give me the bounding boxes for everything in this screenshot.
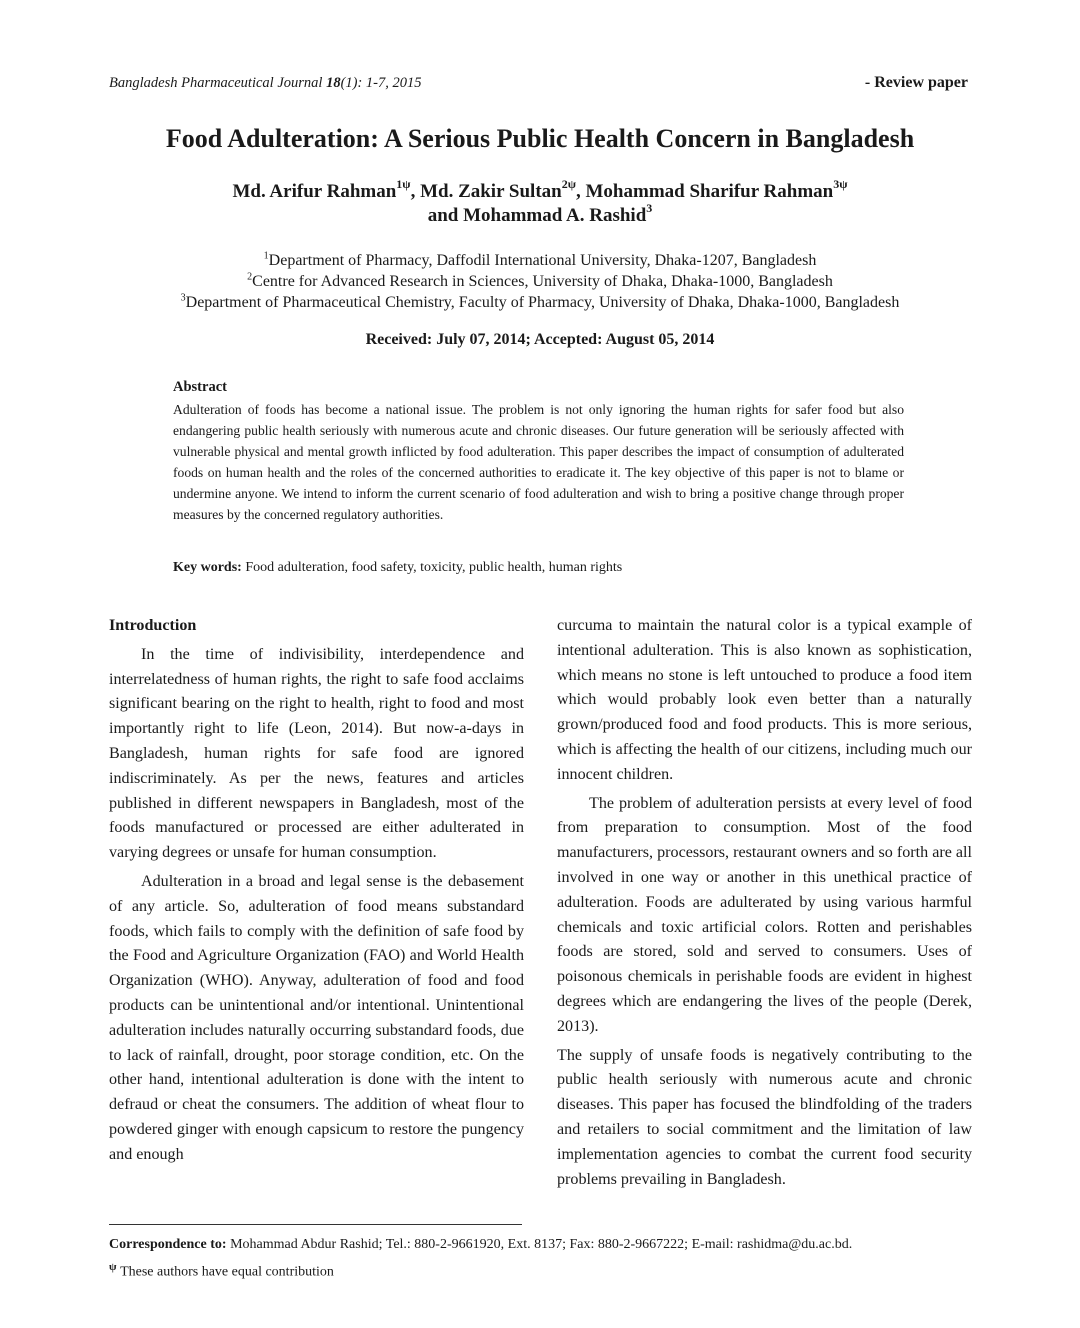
equal-contribution-note [109, 1256, 989, 1284]
body-paragraph: The supply of unsafe foods is negatively contributing to the public health seriously with numerous acute and chronic diseases. This paper has focused the blindfolding of the traders and retailers to social commitment and the limitation of law implementation agencies to combat the current food security problems prevailing in Bangladesh. [557, 1046, 972, 1188]
footnote-divider [109, 1224, 522, 1225]
affiliation-text: Department of Pharmaceutical Chemistry, Faculty of Pharmacy, University of Dhaka, Dhaka-1000, Bangladesh [185, 294, 900, 311]
journal-volume: 18 [326, 75, 341, 91]
left-column [109, 614, 524, 1168]
affiliation-number: 1 [263, 250, 269, 262]
body-paragraph: curcuma to maintain the natural color is a typical example of intentional adulteration. This is also known as sophistication, which means no stone is left untouched to produce a food item which would probably look even better than a naturally grown/produced food and food products. This is more serious, which is affecting the health of our citizens, including much our innocent children. [557, 617, 972, 783]
keywords-label: Key words: [173, 560, 242, 575]
correspondence-label: Correspondence to: [109, 1237, 227, 1252]
footnotes [109, 1234, 989, 1284]
affiliation-line [0, 250, 1080, 271]
author-line-2 [0, 200, 1080, 228]
affiliation-text: Department of Pharmacy, Daffodil International University, Dhaka-1207, Bangladesh [268, 252, 817, 269]
keywords-line [173, 560, 904, 576]
affiliation-number: 3 [180, 292, 186, 304]
affiliation-text: Centre for Advanced Research in Sciences, University of Dhaka, Dhaka-1000, Bangladesh [252, 273, 833, 290]
correspondence-text: Mohammad Abdur Rashid; Tel.: 880-2-9661920, Ext. 8137; Fax: 880-2-9667222; E-mail: rashidma@du.ac.bd. [226, 1237, 853, 1252]
introduction-heading: Introduction [109, 617, 197, 634]
keywords-text: Food adulteration, food safety, toxicity, public health, human rights [241, 560, 623, 575]
body-paragraph: In the time of indivisibility, interdependence and interrelatedness of human rights, the right to safe food acclaims significant bearing on the right to health, right to food and most importantly right to life (Leon, 2014). But now-a-days in Bangladesh, human rights for safe food are ignored indiscriminately. As per the news, features and articles published in different newspapers in Bangladesh, most of the foods manufactured or processed are either adulterated in varying degrees or unsafe for human consumption. [109, 645, 524, 862]
journal-name: Bangladesh Pharmaceutical Journal [109, 75, 323, 91]
journal-issue-pages: (1): 1-7, 2015 [340, 75, 422, 91]
affiliation-line [0, 292, 1080, 313]
author-name: Md. Arifur Rahman [232, 181, 397, 202]
author-line-1: Md. Arifur Rahman$^{1\psi}$, Md. Zakir Sultan$^{2\psi}$, Mohammad Sharifur Rahman$^{3\psi}$ [232, 176, 848, 202]
correspondence-note [109, 1234, 989, 1256]
author-name: and Mohammad A. Rashid [427, 205, 647, 226]
received-accepted-dates: Received: July 07, 2014; Accepted: August 05, 2014 [365, 331, 715, 348]
affiliation-line [0, 271, 1080, 292]
author-name: Mohammad Sharifur Rahman [585, 181, 834, 202]
equal-contribution-text: These authors have equal contribution [116, 1264, 334, 1280]
author-affil-mark: 3ψ [833, 176, 848, 191]
affiliation-number: 2 [247, 271, 253, 283]
author-name: Md. Zakir Sultan [420, 181, 562, 202]
body-paragraph: The problem of adulteration persists at every level of food from preparation to consumption. Most of the food manufacturers, processors, restaurant owners and so forth are all involved in one way or another in this unethical practice of adulteration. Foods are adulterated by using various harmful chemicals and toxic artificial colors. Rotten and perishables foods are stored, sold and served to consumers. Uses of poisonous chemicals in perishable foods are evident in highest degrees which are endangering the lives of the people (Derek, 2013). [557, 794, 972, 1035]
paper-type-label: - Review paper [864, 74, 968, 91]
psi-symbol: ψ [109, 1261, 117, 1273]
paper-title: Food Adulteration: A Serious Public Health Concern in Bangladesh [165, 124, 915, 153]
running-header [109, 75, 968, 95]
journal-reference [109, 75, 422, 92]
author-list [0, 176, 1080, 228]
body-paragraph: Adulteration in a broad and legal sense is the debasement of any article. So, adulteration of food means substandard foods, which fails to comply with the definition of safe food by the Food and Agriculture Organization (FAO) and World Health Organization (WHO). Anyway, adulteration of food and food products can be unintentional and/or intentional. Unintentional adulteration includes naturally occurring substandard foods, due to lack of rainfall, drought, poor storage condition, etc. On the other hand, intentional adulteration is done with the intent to defraud or cheat the consumers. The addition of wheat flour to powdered ginger with enough capsicum to restore the pungency and enough [109, 872, 524, 1163]
author-affil-mark: 1ψ [396, 176, 411, 191]
abstract-block [173, 379, 904, 526]
author-affil-mark: 3 [646, 200, 653, 215]
affiliations [0, 250, 1080, 313]
abstract-body: Adulteration of foods has become a national issue. The problem is not only ignoring the human rights for safer food but also endangering public health seriously with numerous acute and chronic diseases. Our future generation will be seriously affected with vulnerable physical and mental growth inflicted by food adulteration. This paper describes the impact of consumption of adulterated foods on human health and the roles of the concerned authorities to eradicate it. The key objective of this paper is not to blame or undermine anyone. We intend to inform the current scenario of food adulteration and wish to bring a positive change through proper measures by the concerned regulatory authorities. [173, 402, 904, 523]
author-affil-mark: 2ψ [561, 176, 576, 191]
abstract-heading: Abstract [173, 379, 227, 395]
right-column [557, 614, 972, 1192]
